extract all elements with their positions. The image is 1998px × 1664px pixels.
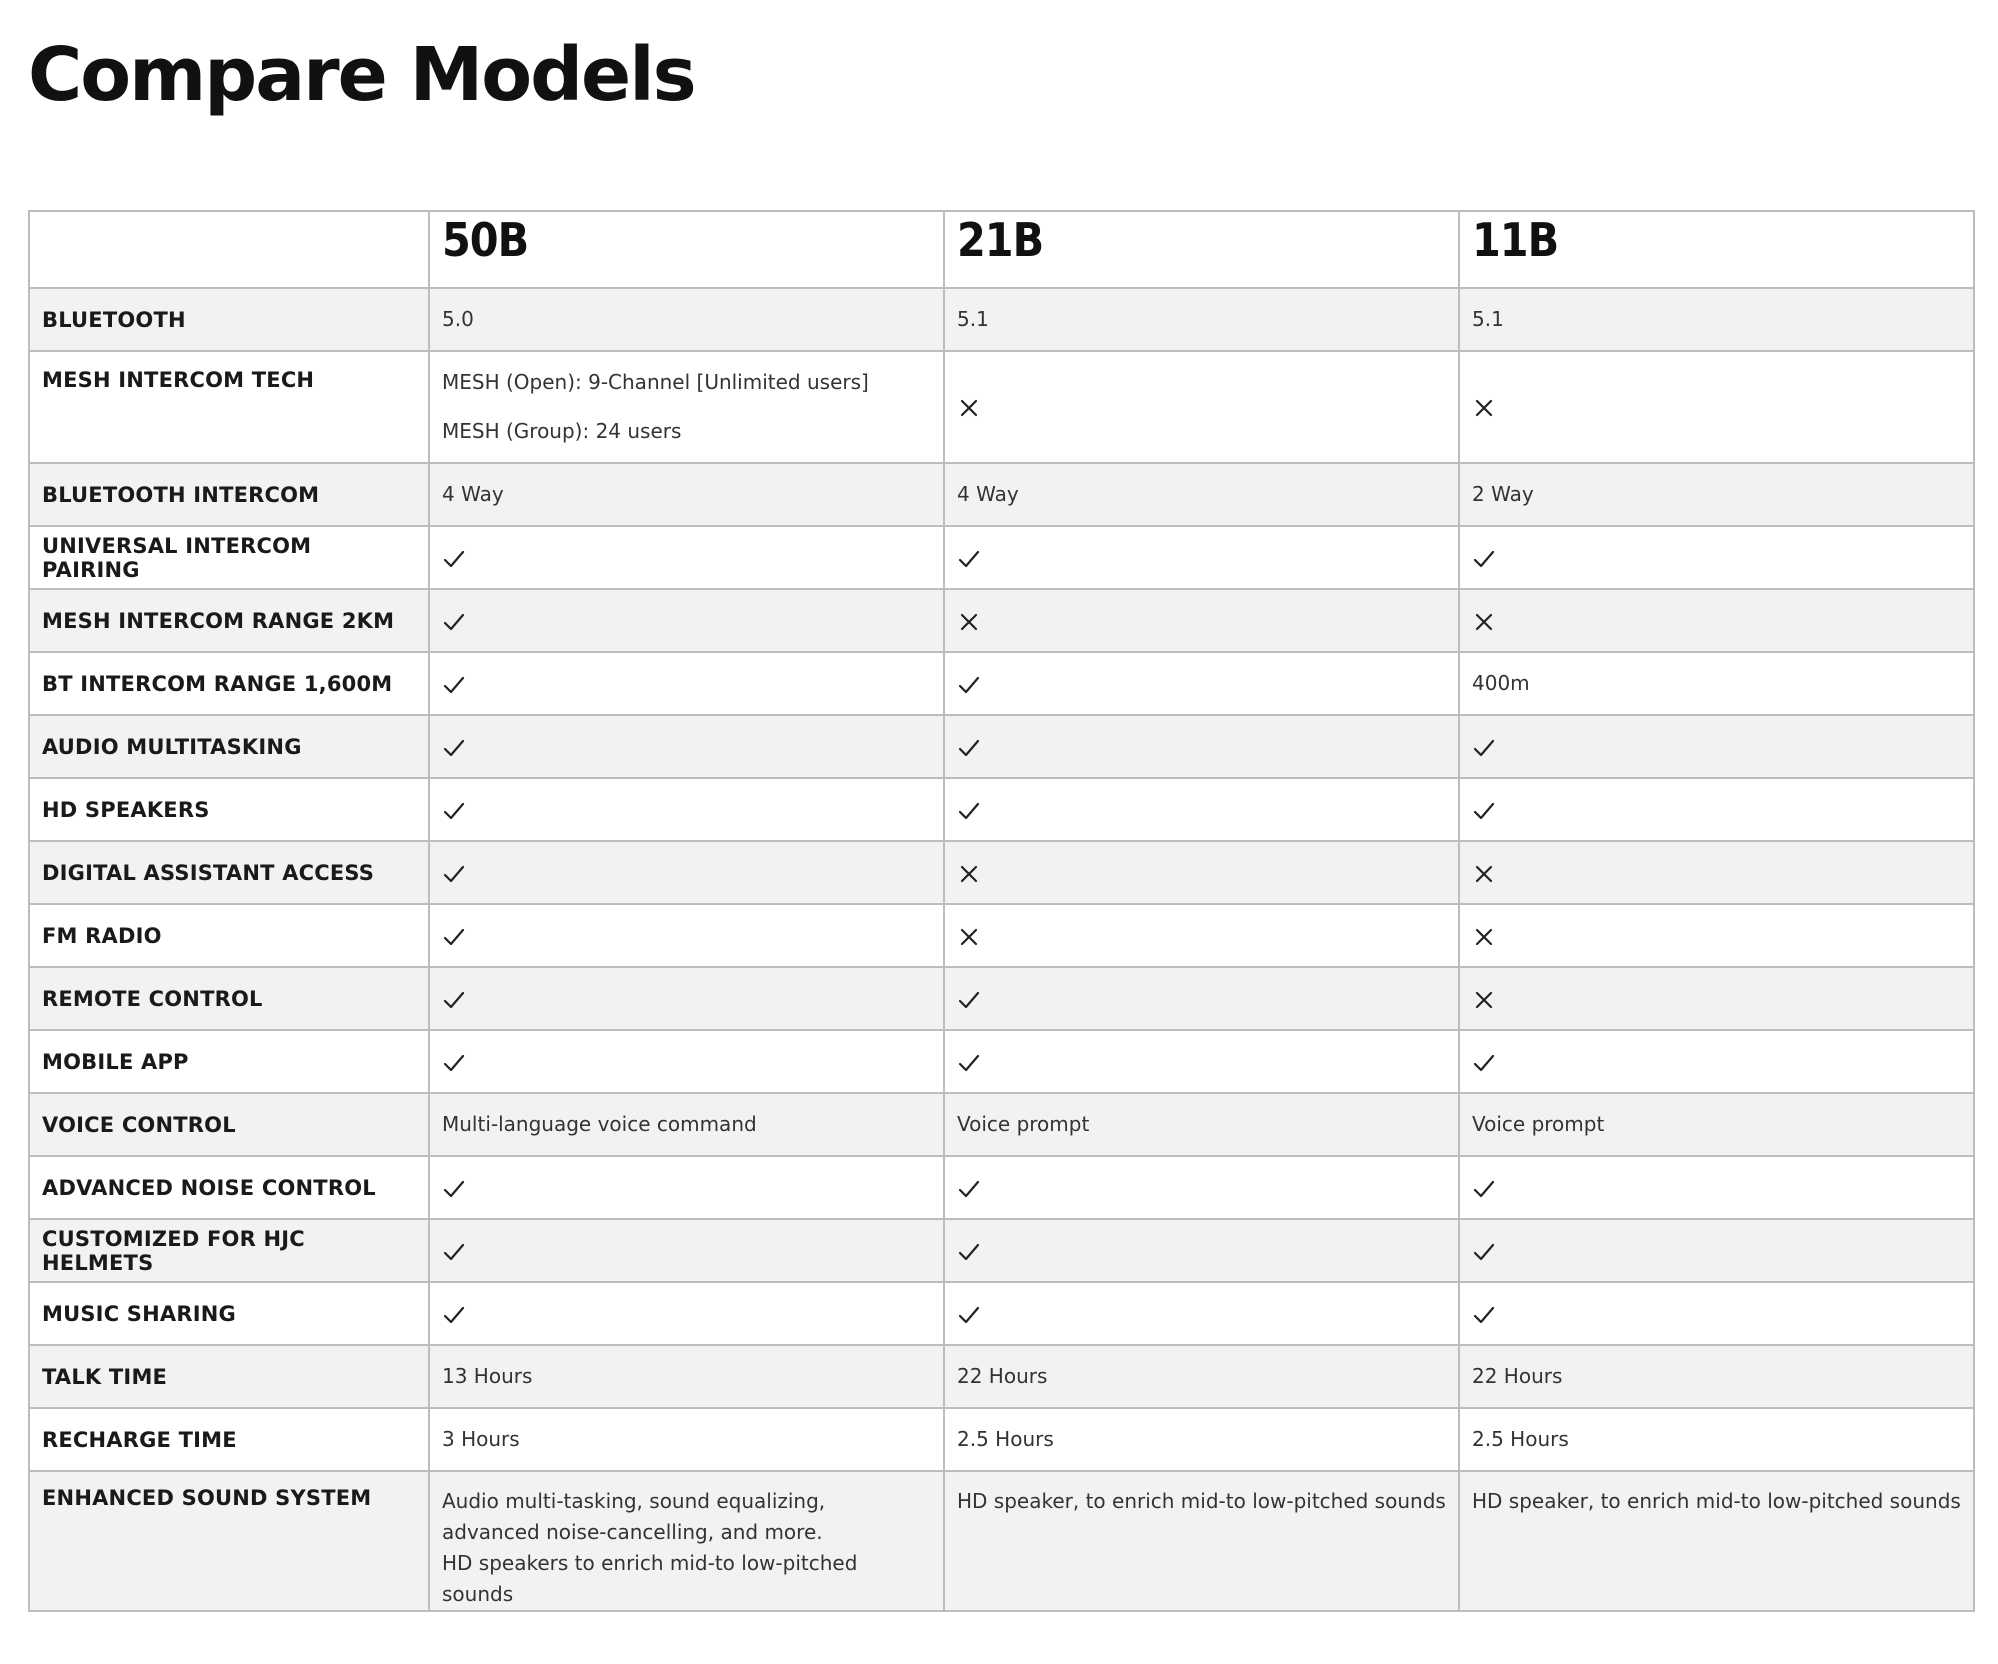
cell-21b [944,1282,1459,1345]
cell-21b [944,1030,1459,1093]
cell-21b [944,288,1459,351]
check-icon [442,547,466,571]
cell-21b [944,1408,1459,1471]
check-icon [442,925,466,949]
cell-text-line: HD speakers to enrich mid-to low-pitched sounds [442,1551,858,1606]
table-row [29,1345,1974,1408]
table-row [29,526,1974,589]
cell-11b [1459,1408,1974,1471]
cell-21b [944,778,1459,841]
check-icon [442,988,466,1012]
check-icon [957,1240,981,1264]
cell-11b [1459,526,1974,589]
cell-21b [944,589,1459,652]
cell-text: 2 Way [1472,482,1534,506]
table-row [29,463,1974,526]
check-icon [957,799,981,823]
cell-21b [944,1345,1459,1408]
cell-50b [429,1408,944,1471]
cross-icon [1472,925,1496,949]
feature-label: BLUETOOTH [29,288,429,351]
cell-21b [944,1471,1459,1611]
check-icon [957,1303,981,1327]
cell-21b [944,715,1459,778]
cell-21b [944,1093,1459,1156]
cell-50b [429,1219,944,1282]
feature-label: BT INTERCOM RANGE 1,600M [29,652,429,715]
check-icon [1472,1051,1496,1075]
cell-50b [429,463,944,526]
check-icon [957,673,981,697]
table-row [29,841,1974,904]
cell-11b [1459,904,1974,967]
cell-text: 22 Hours [957,1364,1048,1388]
feature-label: BLUETOOTH INTERCOM [29,463,429,526]
cell-11b [1459,1219,1974,1282]
feature-label: DIGITAL ASSISTANT ACCESS [29,841,429,904]
table-row [29,715,1974,778]
cell-21b [944,841,1459,904]
model-header-11b: 11B [1459,211,1974,288]
cell-50b [429,1030,944,1093]
table-row [29,1093,1974,1156]
cross-icon [1472,988,1496,1012]
cell-11b [1459,1093,1974,1156]
check-icon [442,1303,466,1327]
cell-11b [1459,463,1974,526]
cell-text: 2.5 Hours [1472,1427,1569,1451]
feature-label: REMOTE CONTROL [29,967,429,1030]
cell-text: HD speaker, to enrich mid-to low-pitched sounds [1472,1489,1961,1513]
cell-50b [429,778,944,841]
model-header-50b: 50B [429,211,944,288]
cell-50b [429,1471,944,1611]
check-icon [1472,1303,1496,1327]
cell-21b [944,904,1459,967]
cell-text: 2.5 Hours [957,1427,1054,1451]
check-icon [442,673,466,697]
table-row [29,967,1974,1030]
cell-11b [1459,778,1974,841]
check-icon [957,1051,981,1075]
check-icon [442,1240,466,1264]
cross-icon [957,610,981,634]
cross-icon [957,396,981,420]
check-icon [442,610,466,634]
cell-11b [1459,652,1974,715]
table-row [29,1030,1974,1093]
cell-text: 5.0 [442,307,474,331]
cell-text: 13 Hours [442,1364,533,1388]
check-icon [1472,547,1496,571]
cross-icon [957,925,981,949]
cell-text-line: MESH (Open): 9-Channel [Unlimited users] [442,370,869,394]
feature-label: ADVANCED NOISE CONTROL [29,1156,429,1219]
cell-11b [1459,715,1974,778]
feature-label: MOBILE APP [29,1030,429,1093]
feature-label: FM RADIO [29,904,429,967]
table-row [29,652,1974,715]
cell-11b [1459,1345,1974,1408]
check-icon [1472,1240,1496,1264]
feature-label: MESH INTERCOM RANGE 2KM [29,589,429,652]
table-row [29,904,1974,967]
cell-11b [1459,841,1974,904]
cell-50b [429,652,944,715]
cell-text: 4 Way [957,482,1019,506]
table-row [29,288,1974,351]
feature-label: HD SPEAKERS [29,778,429,841]
feature-label: AUDIO MULTITASKING [29,715,429,778]
table-row [29,1282,1974,1345]
check-icon [442,862,466,886]
check-icon [1472,799,1496,823]
cell-50b [429,967,944,1030]
cell-text: 5.1 [957,307,989,331]
check-icon [957,736,981,760]
cell-11b [1459,589,1974,652]
model-header-21b: 21B [944,211,1459,288]
cell-50b [429,1282,944,1345]
cell-11b [1459,1282,1974,1345]
feature-label: CUSTOMIZED FOR HJC HELMETS [29,1219,429,1282]
table-row [29,778,1974,841]
cell-21b [944,1219,1459,1282]
table-row [29,589,1974,652]
cell-21b [944,351,1459,463]
cell-50b [429,351,944,463]
cell-11b [1459,288,1974,351]
table-row [29,1156,1974,1219]
model-header-row [29,211,1974,288]
table-row [29,1408,1974,1471]
cell-11b [1459,1471,1974,1611]
cell-21b [944,1156,1459,1219]
feature-label: UNIVERSAL INTERCOM PAIRING [29,526,429,589]
feature-label: RECHARGE TIME [29,1408,429,1471]
check-icon [442,1177,466,1201]
table-row [29,1471,1974,1611]
cell-11b [1459,351,1974,463]
cross-icon [957,862,981,886]
cell-21b [944,967,1459,1030]
cell-text: 5.1 [1472,307,1504,331]
cross-icon [1472,610,1496,634]
cell-50b [429,1345,944,1408]
cell-21b [944,526,1459,589]
cell-50b [429,715,944,778]
cell-50b [429,589,944,652]
check-icon [957,547,981,571]
cell-11b [1459,1030,1974,1093]
cell-text: 22 Hours [1472,1364,1563,1388]
check-icon [442,736,466,760]
header-empty-cell [29,211,429,288]
cell-50b [429,1093,944,1156]
cell-21b [944,463,1459,526]
cell-text: Voice prompt [1472,1112,1605,1136]
feature-label: MUSIC SHARING [29,1282,429,1345]
table-row [29,351,1974,463]
check-icon [1472,736,1496,760]
comparison-table [28,210,1975,1612]
cell-text: 400m [1472,671,1530,695]
cell-text: HD speaker, to enrich mid-to low-pitched sounds [957,1489,1446,1513]
page-title: Compare Models [28,32,695,118]
check-icon [442,1051,466,1075]
check-icon [442,799,466,823]
feature-label: VOICE CONTROL [29,1093,429,1156]
table-row [29,1219,1974,1282]
cell-text: Multi-language voice command [442,1112,757,1136]
cell-text-line: MESH (Group): 24 users [442,419,682,443]
check-icon [957,988,981,1012]
cell-50b [429,526,944,589]
cell-text: 4 Way [442,482,504,506]
cross-icon [1472,862,1496,886]
cell-50b [429,904,944,967]
cross-icon [1472,396,1496,420]
feature-label: TALK TIME [29,1345,429,1408]
cell-text: 3 Hours [442,1427,520,1451]
cell-50b [429,841,944,904]
cell-50b [429,1156,944,1219]
feature-label: MESH INTERCOM TECH [29,351,429,463]
cell-11b [1459,1156,1974,1219]
cell-text: Voice prompt [957,1112,1090,1136]
cell-50b [429,288,944,351]
check-icon [957,1177,981,1201]
cell-text-line: Audio multi-tasking, sound equalizing, [442,1489,826,1513]
cell-text-line: advanced noise-cancelling, and more. [442,1520,823,1544]
check-icon [1472,1177,1496,1201]
feature-label: ENHANCED SOUND SYSTEM [29,1471,429,1611]
cell-21b [944,652,1459,715]
cell-11b [1459,967,1974,1030]
